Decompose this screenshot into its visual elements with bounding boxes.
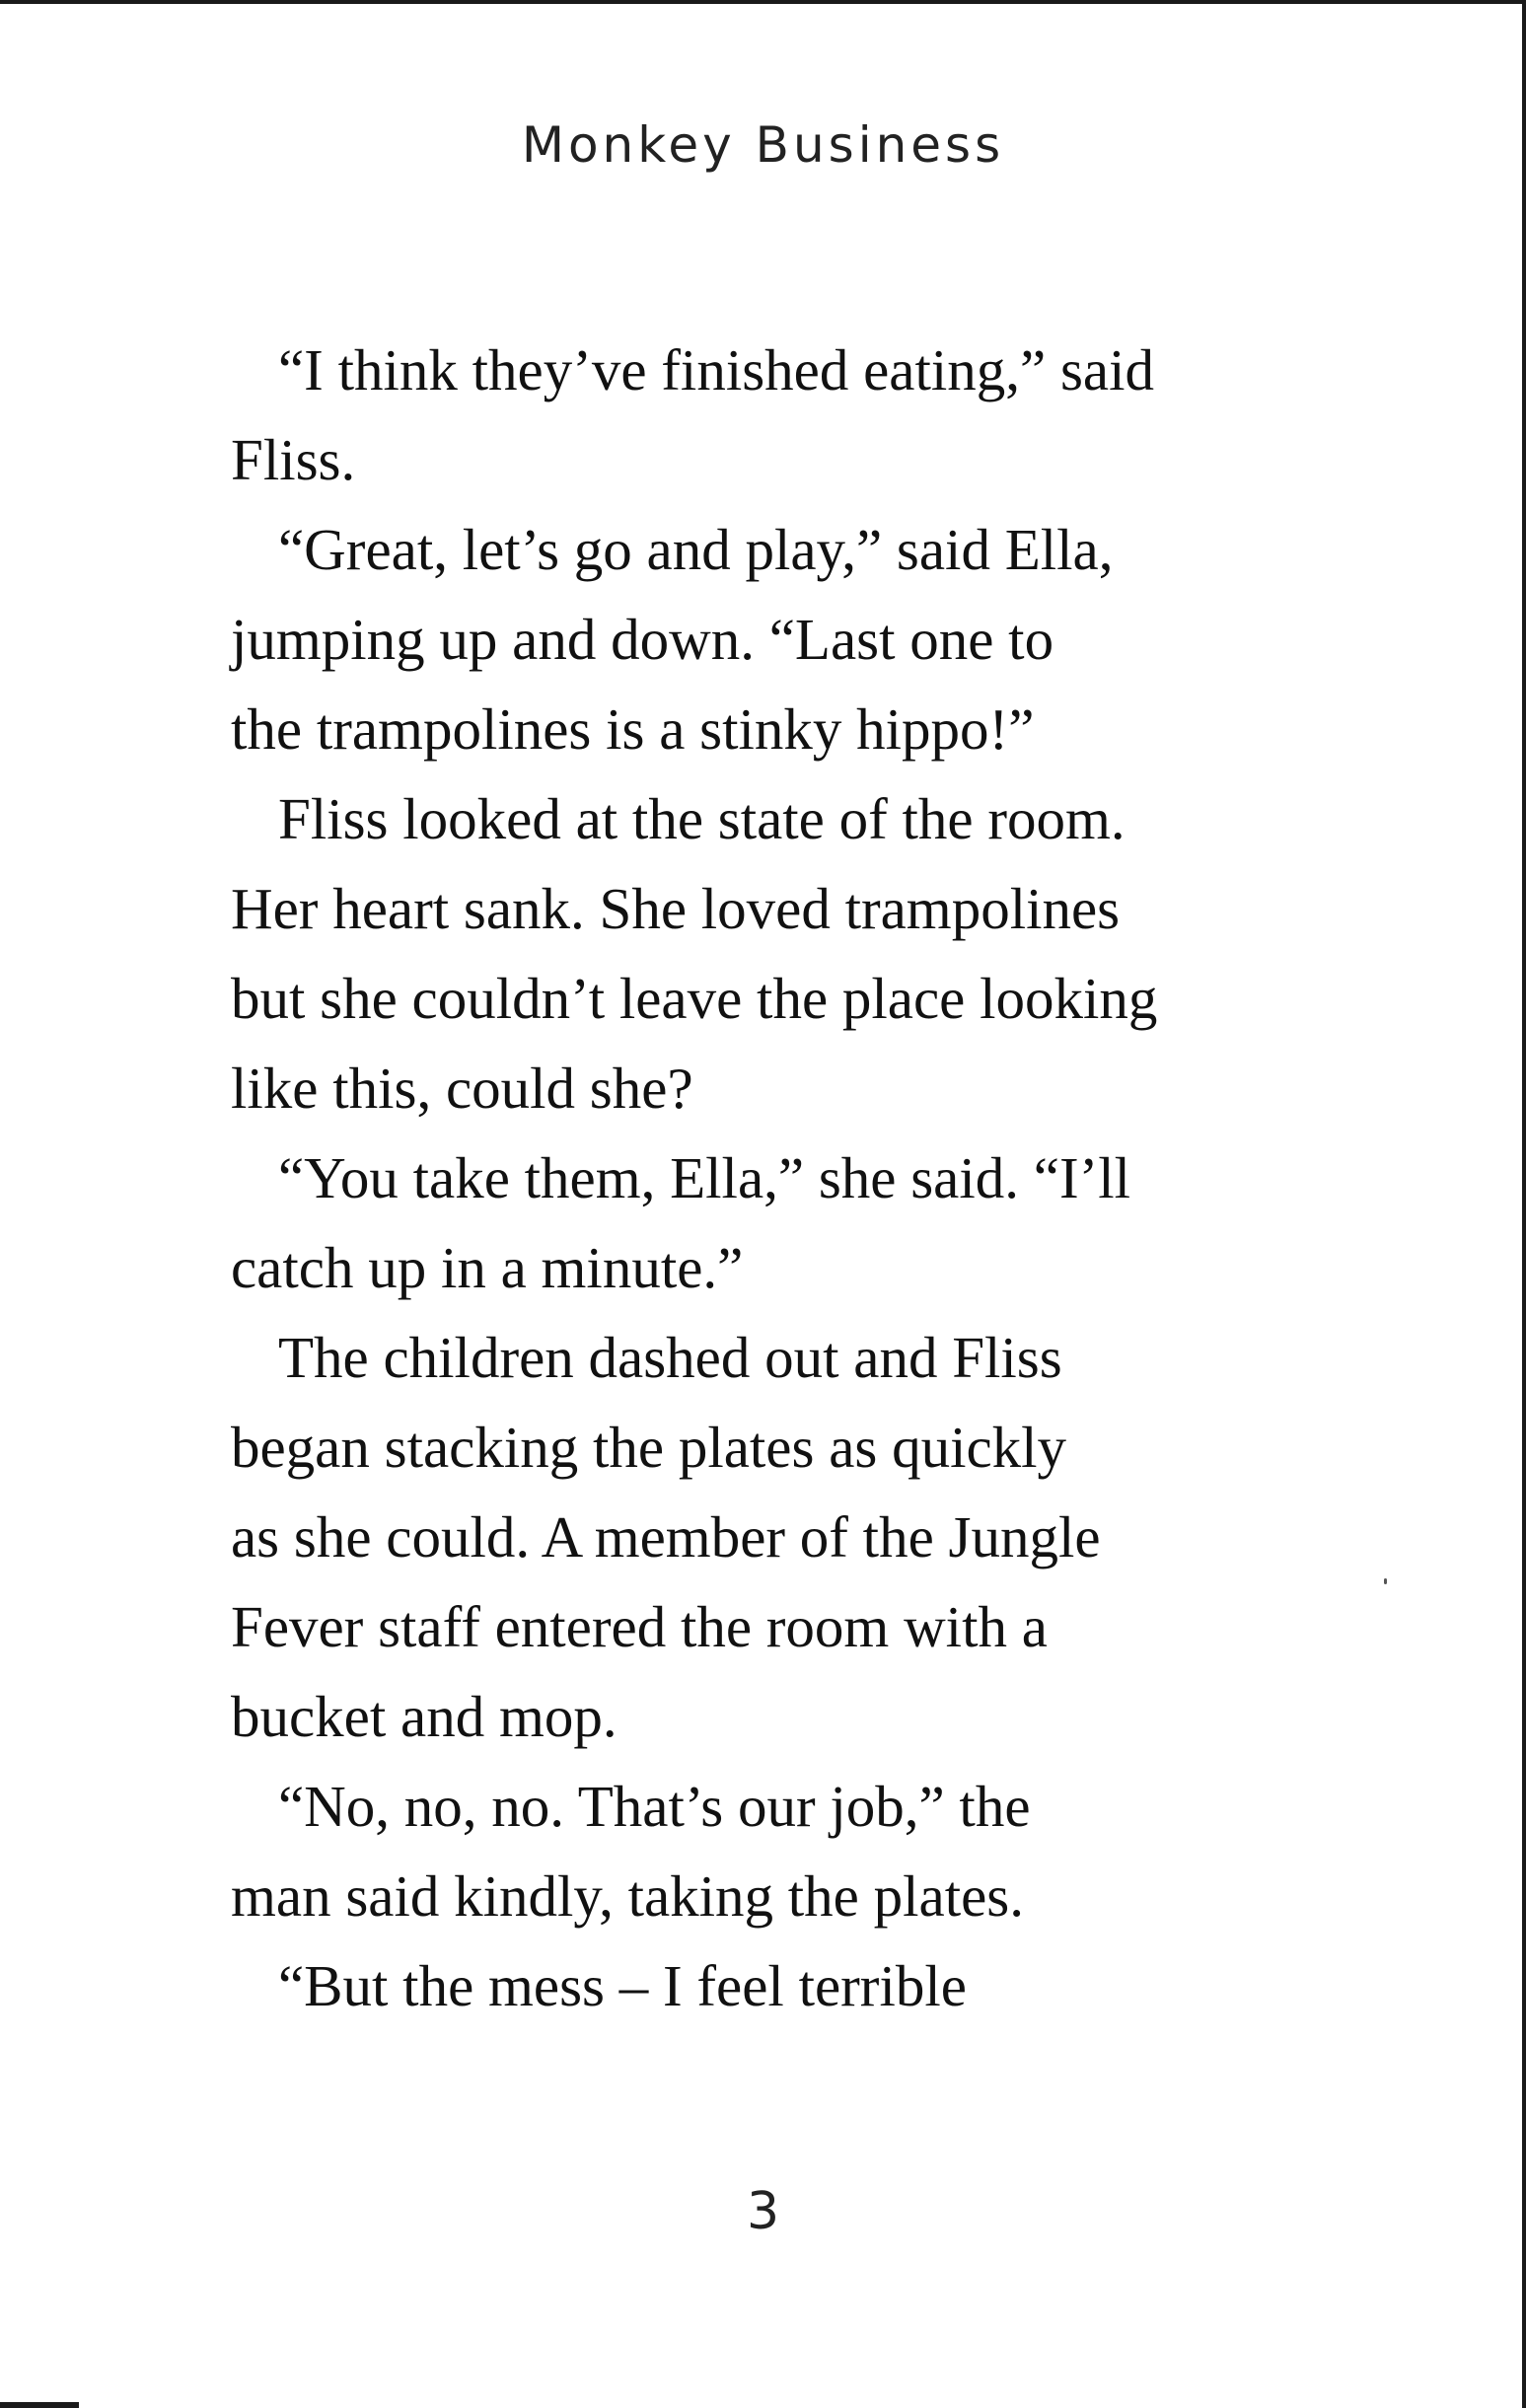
running-head: Monkey Business (521, 116, 1005, 174)
page-edge-top (0, 0, 1526, 4)
page-edge-right (1522, 0, 1526, 2408)
text-line: catch up in a minute.” (231, 1235, 744, 1300)
text-line: man said kindly, taking the plates. (231, 1863, 1024, 1929)
text-line: as she could. A member of the Jungle (231, 1504, 1101, 1569)
text-line: “Great, let’s go and play,” said Ella, (278, 517, 1114, 582)
text-line: bucket and mop. (231, 1684, 618, 1749)
text-line: The children dashed out and Fliss (278, 1325, 1062, 1390)
page-edge-bottom (0, 2402, 79, 2408)
text-line: but she couldn’t leave the place looking (231, 966, 1158, 1031)
text-line: jumping up and down. “Last one to (231, 607, 1054, 672)
text-line: Her heart sank. She loved trampolines (231, 876, 1121, 941)
text-line: Fliss. (231, 427, 356, 492)
page-speck (1384, 1578, 1387, 1584)
text-line: the trampolines is a stinky hippo!” (231, 696, 1035, 762)
text-line: began stacking the plates as quickly (231, 1415, 1067, 1480)
text-line: “But the mess – I feel terrible (278, 1953, 967, 2018)
body-text (231, 326, 1336, 2031)
text-line: like this, could she? (231, 1056, 693, 1121)
page-number: 3 (746, 2182, 780, 2241)
text-line: “I think they’ve finished eating,” said (278, 337, 1154, 402)
text-line: Fever staff entered the room with a (231, 1594, 1048, 1659)
text-line: “You take them, Ella,” she said. “I’ll (278, 1145, 1131, 1210)
text-line: Fliss looked at the state of the room. (278, 786, 1126, 851)
text-line: “No, no, no. That’s our job,” the (278, 1774, 1031, 1839)
